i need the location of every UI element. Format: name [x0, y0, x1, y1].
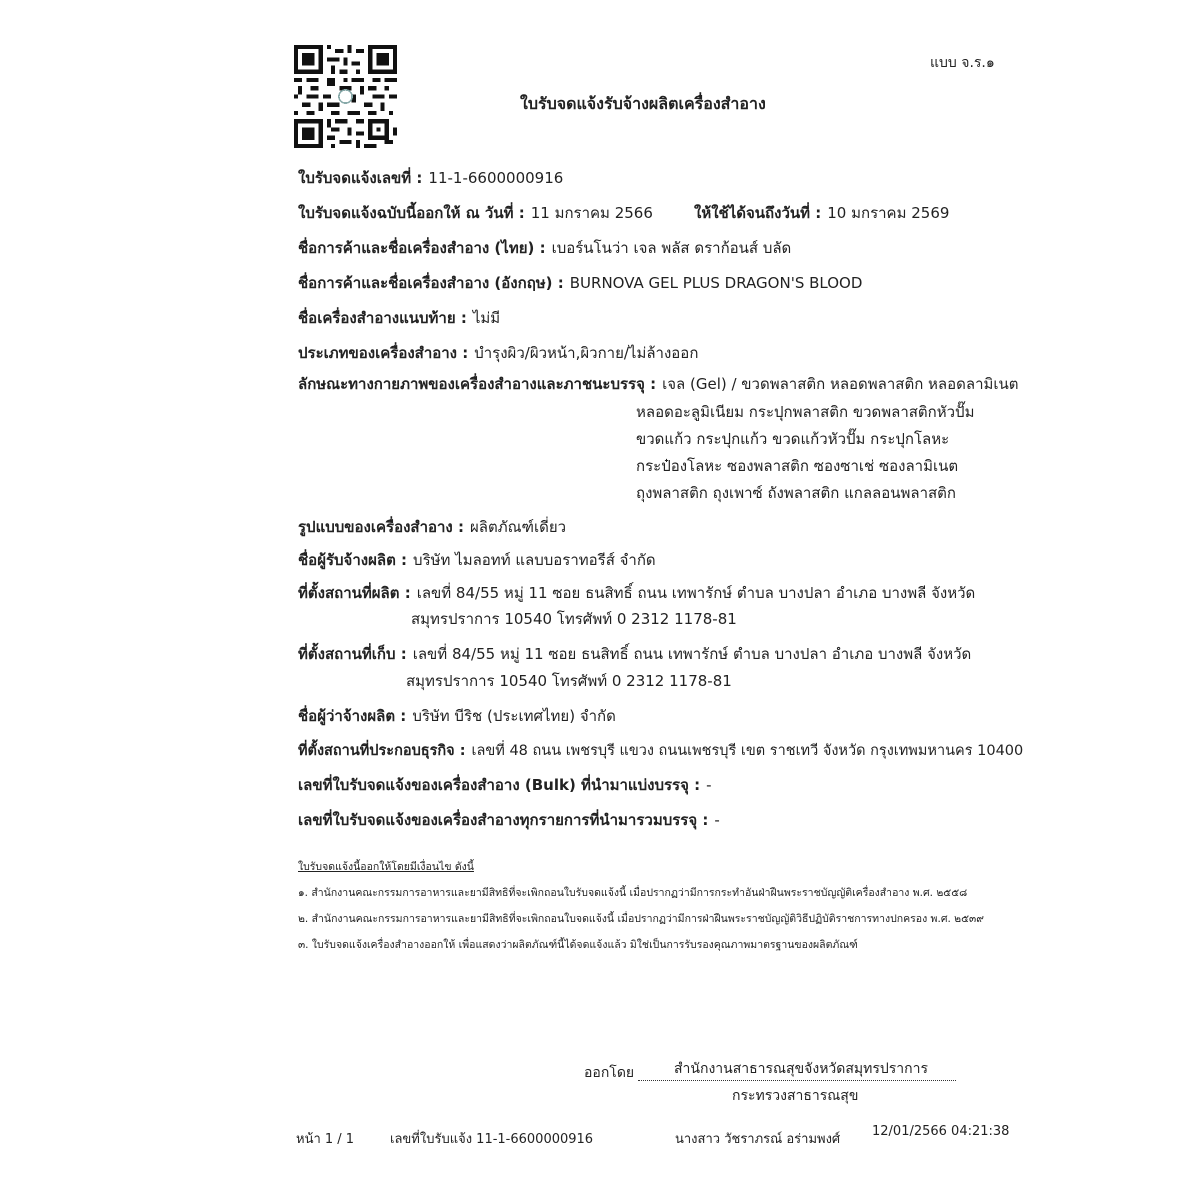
name-th-row: [298, 236, 791, 260]
condition-item-1: ๑. สำนักงานคณะกรรมการอาหารและยามีสิทธิที่จะเพิกถอนใบรับจดแจ้งนี้ เมื่อปรากฏว่ามีการกระทำอันฝ่าฝืนพระราชบัญญัติเครื่องสำอาง พ.ศ. ๒๕๕๘: [298, 887, 968, 899]
all-items-no-value: -: [714, 811, 720, 829]
storage-addr-line-1: เลขที่ 84/55 หมู่ 11 ซอย ธนสิทธิ์ ถนน เทพารักษ์ ตำบล บางปลา อำเภอ บางพลี จังหวัด: [412, 645, 972, 663]
storage-addr-label: ที่ตั้งสถานที่เก็บ :: [298, 645, 407, 663]
hirer-value: บริษัท บีริช (ประเทศไทย) จำกัด: [412, 707, 616, 725]
page-title: ใบรับจดแจ้งรับจ้างผลิตเครื่องสำอาง: [520, 94, 766, 113]
factory-addr-line-2: สมุทรปราการ 10540 โทรศัพท์ 0 2312 1178-81: [411, 610, 737, 628]
hirer-label: ชื่อผู้ว่าจ้างผลิต :: [298, 707, 407, 725]
contractor-label: ชื่อผู้รับจ้างผลิต :: [298, 551, 408, 569]
appendix-name-value: ไม่มี: [472, 309, 501, 327]
condition-item-2: ๒. สำนักงานคณะกรรมการอาหารและยามีสิทธิที่จะเพิกถอนใบจดแจ้งนี้ เมื่อปรากฏว่ามีการฝ่าฝืนพระราชบัญญัติวิธีปฏิบัติราชการทางปกครอง พ.ศ. ๒๕๓๙: [298, 913, 984, 925]
name-th-value: เบอร์นโนว่า เจล พลัส ดราก้อนส์ บลัด: [551, 239, 792, 257]
name-th-label: ชื่อการค้าและชื่อเครื่องสำอาง (ไทย) :: [298, 239, 546, 257]
conditions-heading: ใบรับจดแจ้งนี้ออกให้โดยมีเงื่อนไข ดังนี้: [298, 861, 474, 873]
reg-no-label: ใบรับจดแจ้งเลขที่ :: [298, 169, 423, 187]
bulk-no-label: เลขที่ใบรับจดแจ้งของเครื่องสำอาง (Bulk) ที่นำมาแบ่งบรรจุ :: [298, 776, 701, 794]
bulk-no-row: [298, 773, 712, 797]
form-label: รูปแบบของเครื่องสำอาง :: [298, 518, 464, 536]
name-en-label: ชื่อการค้าและชื่อเครื่องสำอาง (อังกฤษ) :: [298, 274, 564, 292]
valid-until-value: 10 มกราคม 2569: [827, 204, 950, 222]
reg-no-value: 11-1-6600000916: [428, 169, 564, 187]
contractor-row: [298, 548, 656, 572]
footer-officer: นางสาว วัชราภรณ์ อร่ามพงศ์: [675, 1132, 841, 1147]
issuer-signature-line: [638, 1080, 956, 1081]
physical-line-2: หลอดอะลูมิเนียม กระปุกพลาสติก ขวดพลาสติกหัวปั๊ม: [636, 403, 975, 421]
appendix-name-label: ชื่อเครื่องสำอางแนบท้าย :: [298, 309, 467, 327]
name-en-row: [298, 271, 862, 295]
reg-no-row: [298, 166, 563, 190]
physical-line-5: ถุงพลาสติก ถุงเพาซ์ ถังพลาสติก แกลลอนพลาสติก: [636, 484, 956, 502]
footer-timestamp: 12/01/2566 04:21:38: [872, 1124, 1010, 1139]
issuer-label: ออกโดย: [584, 1065, 635, 1081]
category-value: บำรุงผิว/ผิวหน้า,ผิวกาย/ไม่ล้างออก: [474, 344, 699, 362]
form-value: ผลิตภัณฑ์เดี่ยว: [469, 518, 567, 536]
category-label: ประเภทของเครื่องสำอาง :: [298, 344, 469, 362]
issue-date-label: ใบรับจดแจ้งฉบับนี้ออกให้ ณ วันที่ :: [298, 204, 525, 222]
valid-until-label: ให้ใช้ได้จนถึงวันที่ :: [694, 204, 822, 222]
issuer-ministry: กระทรวงสาธารณสุข: [732, 1088, 859, 1104]
condition-item-3: ๓. ใบรับจดแจ้งเครื่องสำอางออกให้ เพื่อแสดงว่าผลิตภัณฑ์นี้ได้จดแจ้งแล้ว มิใช่เป็นการรับรองคุณภาพมาตรฐานของผลิตภัณฑ์: [298, 939, 858, 951]
business-addr-row: [298, 739, 1023, 762]
valid-until-row: [694, 201, 949, 225]
physical-line-1: เจล (Gel) / ขวดพลาสติก หลอดพลาสติก หลอดลามิเนต: [662, 375, 1019, 393]
name-en-value: BURNOVA GEL PLUS DRAGON'S BLOOD: [569, 274, 863, 292]
physical-line-3: ขวดแก้ว กระปุกแก้ว ขวดแก้วหัวปั๊ม กระปุกโลหะ: [636, 430, 950, 448]
factory-addr-label: ที่ตั้งสถานที่ผลิต :: [298, 584, 411, 602]
footer-page: หน้า 1 / 1: [296, 1132, 355, 1147]
physical-row: [298, 372, 1019, 396]
hirer-row: [298, 704, 616, 728]
category-row: [298, 341, 698, 365]
storage-addr-line-2: สมุทรปราการ 10540 โทรศัพท์ 0 2312 1178-81: [406, 672, 732, 690]
appendix-name-row: [298, 306, 500, 330]
footer-ref: เลขที่ใบรับแจ้ง 11-1-6600000916: [390, 1132, 594, 1147]
factory-addr-row: [298, 581, 975, 605]
physical-label: ลักษณะทางกายภาพของเครื่องสำอางและภาชนะบรรจุ :: [298, 375, 657, 393]
issue-date-value: 11 มกราคม 2566: [530, 204, 653, 222]
qr-code: [294, 45, 397, 148]
physical-line-4: กระป๋องโลหะ ซองพลาสติก ซองซาเช่ ซองลามิเนต: [636, 457, 959, 475]
issuer-office: สำนักงานสาธารณสุขจังหวัดสมุทรปราการ: [674, 1061, 929, 1077]
all-items-no-label: เลขที่ใบรับจดแจ้งของเครื่องสำอางทุกรายการที่นำมารวมบรรจุ :: [298, 811, 709, 829]
form-row: [298, 515, 566, 539]
storage-addr-row: [298, 642, 971, 666]
form-code: แบบ จ.ร.๑: [930, 55, 995, 71]
bulk-no-value: -: [706, 776, 712, 794]
factory-addr-line-1: เลขที่ 84/55 หมู่ 11 ซอย ธนสิทธิ์ ถนน เทพารักษ์ ตำบล บางปลา อำเภอ บางพลี จังหวัด: [416, 584, 976, 602]
issue-date-row: [298, 201, 653, 225]
business-addr-value: เลขที่ 48 ถนน เพชรบุรี แขวง ถนนเพชรบุรี เขต ราชเทวี จังหวัด กรุงเทพมหานคร 10400: [471, 743, 1024, 759]
all-items-no-row: [298, 808, 720, 832]
business-addr-label: ที่ตั้งสถานที่ประกอบธุรกิจ :: [298, 743, 466, 759]
contractor-value: บริษัท ไมลอทท์ แลบบอราทอรีส์ จำกัด: [413, 551, 656, 569]
